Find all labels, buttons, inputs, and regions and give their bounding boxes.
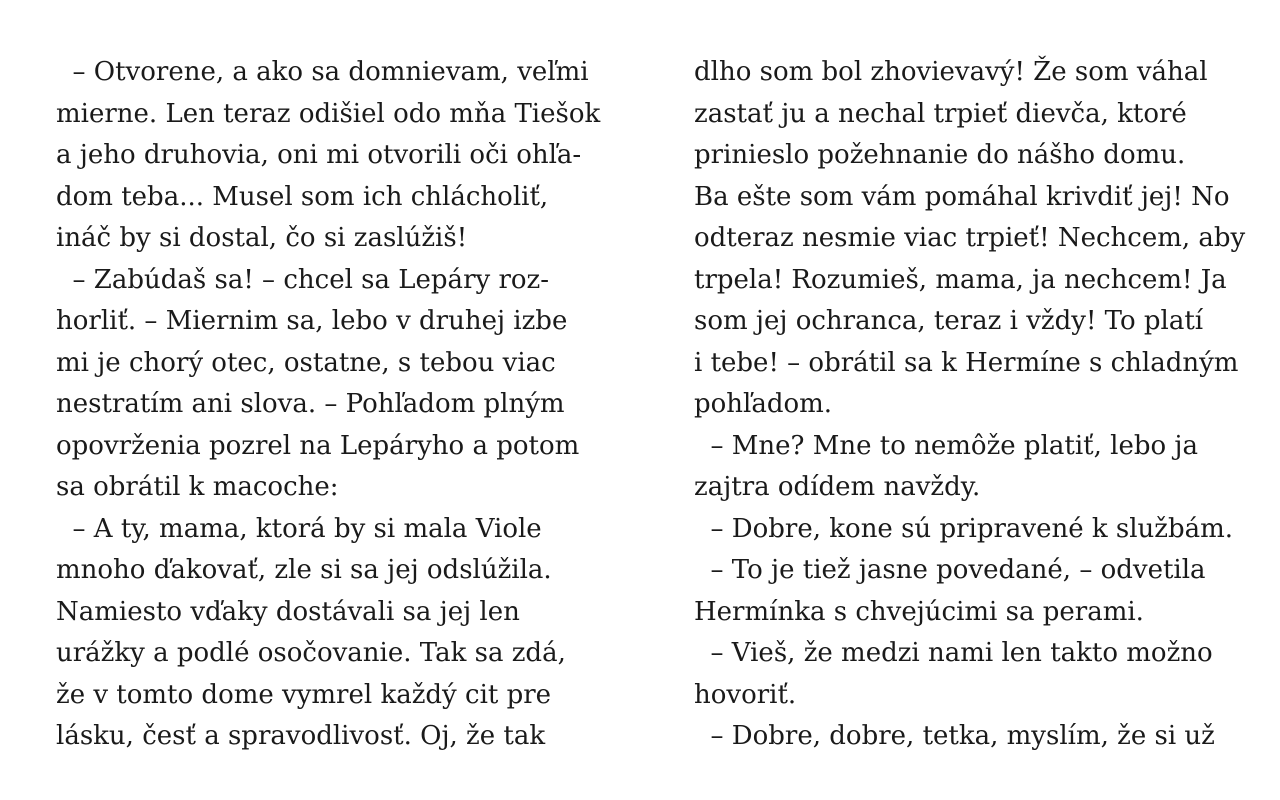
text-line: hovoriť. — [694, 679, 797, 710]
text-line: – Dobre, dobre, tetka, myslím, že si už — [694, 721, 1215, 751]
text-line: – Vieš, že medzi nami len takto možno — [694, 638, 1213, 668]
text-line: opovrženia pozrel na Lepáryho a potom — [56, 430, 580, 461]
text-line: – To je tiež jasne povedané, – odvetila — [694, 555, 1206, 585]
text-line: že v tomto dome vymrel každý cit pre — [56, 679, 552, 710]
text-line: nestratím ani slova. – Pohľadom plným — [56, 389, 565, 419]
text-line: – Dobre, kone sú pripravené k službám. — [694, 513, 1234, 544]
text-line: mierne. Len teraz odišiel odo mňa Tiešok — [56, 98, 601, 129]
text-line: odteraz nesmie viac trpieť! Nechcem, aby — [694, 223, 1246, 253]
text-line: – Otvorene, a ako sa domnievam, veľmi — [56, 57, 589, 87]
text-line: Namiesto vďaky dostávali sa jej len — [56, 596, 520, 627]
text-line: som jej ochranca, teraz i vždy! To platí — [694, 306, 1204, 336]
text-line: a jeho druhovia, oni mi otvorili oči ohľa- — [56, 140, 582, 170]
text-line: dom teba... Musel som ich chlácholiť, — [56, 181, 549, 212]
text-line: pohľadom. — [694, 389, 833, 419]
text-line: trpela! Rozumieš, mama, ja nechcem! Ja — [694, 264, 1227, 295]
text-line: mi je chorý otec, ostatne, s tebou viac — [56, 347, 556, 378]
text-line: – Mne? Mne to nemôže platiť, lebo ja — [694, 430, 1198, 461]
text-line: ináč by si dostal, čo si zaslúžiš! — [56, 223, 468, 253]
text-line: urážky a podlé osočovanie. Tak sa zdá, — [56, 638, 566, 668]
text-line: Ba ešte som vám pomáhal krivdiť jej! No — [694, 181, 1230, 212]
text-line: i tebe! – obrátil sa k Hermíne s chladným — [694, 347, 1239, 378]
text-line: prinieslo požehnanie do nášho domu. — [694, 140, 1186, 170]
text-line: mnoho ďakovať, zle si sa jej odslúžila. — [56, 555, 552, 585]
text-line: zajtra odídem navždy. — [694, 472, 981, 502]
text-line: zastať ju a nechal trpieť dievča, ktoré — [694, 98, 1187, 129]
text-line: horliť. – Miernim sa, lebo v druhej izbe — [56, 306, 568, 336]
left-page — [56, 52, 616, 758]
text-line: – Zabúdaš sa! – chcel sa Lepáry roz- — [56, 264, 550, 295]
text-line: Hermínka s chvejúcimi sa perami. — [694, 596, 1144, 627]
text-line: dlho som bol zhovievavý! Že som váhal — [694, 57, 1208, 87]
text-line: lásku, česť a spravodlivosť. Oj, že tak — [56, 721, 546, 751]
text-line: sa obrátil k macoche: — [56, 472, 339, 502]
right-page — [694, 52, 1254, 758]
text-line: – A ty, mama, ktorá by si mala Viole — [56, 513, 542, 544]
